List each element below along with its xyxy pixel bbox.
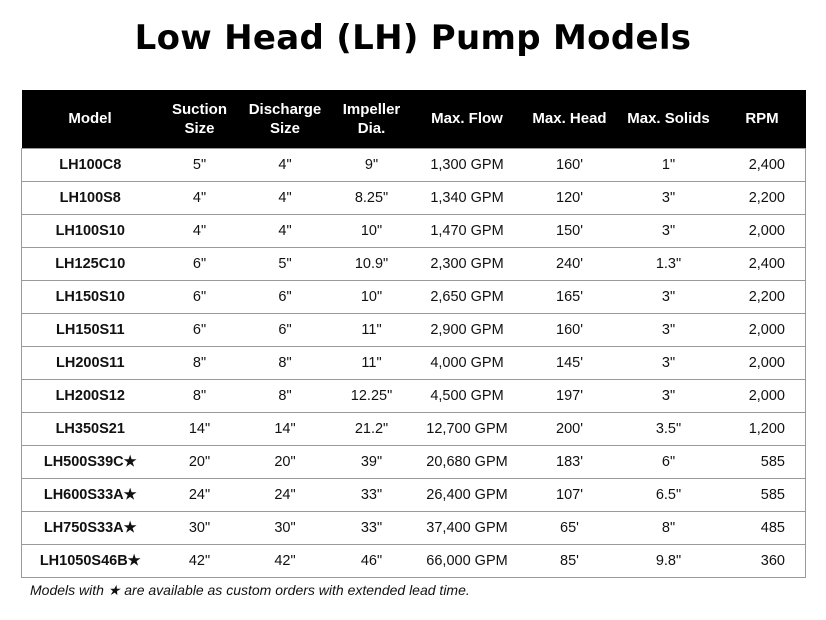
cell-rpm: 2,200 bbox=[719, 181, 806, 214]
cell-max-solids: 3" bbox=[619, 379, 719, 412]
table-row bbox=[22, 247, 806, 280]
cell-suction-size: 4" bbox=[159, 181, 241, 214]
cell-impeller-dia: 10" bbox=[330, 214, 414, 247]
cell-max-head: 160' bbox=[521, 148, 619, 181]
column-header-suction-size: Suction Size bbox=[172, 100, 227, 137]
cell-rpm: 2,000 bbox=[719, 313, 806, 346]
column-header-impeller-dia: Impeller Dia. bbox=[342, 100, 401, 137]
cell-max-head: 183' bbox=[521, 445, 619, 478]
cell-max-head: 145' bbox=[521, 346, 619, 379]
cell-discharge-size: 6" bbox=[241, 313, 330, 346]
footnote: Models with ★ are available as custom orders with extended lead time. bbox=[30, 582, 470, 598]
cell-suction-size: 8" bbox=[159, 379, 241, 412]
cell-model: LH350S21 bbox=[22, 412, 159, 445]
cell-rpm: 585 bbox=[719, 478, 806, 511]
table-row bbox=[22, 346, 806, 379]
cell-suction-size: 4" bbox=[159, 214, 241, 247]
cell-model: LH200S12 bbox=[22, 379, 159, 412]
cell-max-head: 240' bbox=[521, 247, 619, 280]
cell-impeller-dia: 21.2" bbox=[330, 412, 414, 445]
cell-impeller-dia: 9" bbox=[330, 148, 414, 181]
cell-model: LH500S39C★ bbox=[22, 445, 159, 478]
cell-max-flow: 66,000 GPM bbox=[414, 544, 521, 577]
cell-suction-size: 14" bbox=[159, 412, 241, 445]
cell-max-head: 197' bbox=[521, 379, 619, 412]
cell-max-flow: 37,400 GPM bbox=[414, 511, 521, 544]
table-header bbox=[22, 90, 806, 148]
cell-max-solids: 3" bbox=[619, 280, 719, 313]
cell-max-flow: 1,300 GPM bbox=[414, 148, 521, 181]
cell-model: LH150S10 bbox=[22, 280, 159, 313]
cell-suction-size: 5" bbox=[159, 148, 241, 181]
cell-max-flow: 26,400 GPM bbox=[414, 478, 521, 511]
cell-impeller-dia: 10" bbox=[330, 280, 414, 313]
table-row bbox=[22, 280, 806, 313]
cell-suction-size: 24" bbox=[159, 478, 241, 511]
cell-model: LH750S33A★ bbox=[22, 511, 159, 544]
cell-rpm: 2,000 bbox=[719, 214, 806, 247]
cell-suction-size: 42" bbox=[159, 544, 241, 577]
cell-max-flow: 2,900 GPM bbox=[414, 313, 521, 346]
cell-max-solids: 3" bbox=[619, 181, 719, 214]
cell-discharge-size: 5" bbox=[241, 247, 330, 280]
cell-model: LH200S11 bbox=[22, 346, 159, 379]
cell-discharge-size: 42" bbox=[241, 544, 330, 577]
table-row bbox=[22, 412, 806, 445]
cell-discharge-size: 6" bbox=[241, 280, 330, 313]
table-row bbox=[22, 544, 806, 577]
column-header-max-solids: Max. Solids bbox=[627, 110, 710, 128]
cell-discharge-size: 8" bbox=[241, 379, 330, 412]
cell-max-solids: 3" bbox=[619, 214, 719, 247]
cell-discharge-size: 14" bbox=[241, 412, 330, 445]
table-row bbox=[22, 214, 806, 247]
cell-model: LH100C8 bbox=[22, 148, 159, 181]
cell-max-flow: 4,500 GPM bbox=[414, 379, 521, 412]
cell-rpm: 2,200 bbox=[719, 280, 806, 313]
cell-suction-size: 6" bbox=[159, 313, 241, 346]
cell-rpm: 2,000 bbox=[719, 379, 806, 412]
cell-discharge-size: 4" bbox=[241, 181, 330, 214]
cell-max-flow: 4,000 GPM bbox=[414, 346, 521, 379]
cell-rpm: 2,000 bbox=[719, 346, 806, 379]
cell-discharge-size: 20" bbox=[241, 445, 330, 478]
pump-models-table bbox=[21, 90, 806, 578]
cell-max-head: 85' bbox=[521, 544, 619, 577]
cell-rpm: 2,400 bbox=[719, 148, 806, 181]
cell-max-flow: 2,300 GPM bbox=[414, 247, 521, 280]
cell-max-head: 120' bbox=[521, 181, 619, 214]
cell-rpm: 2,400 bbox=[719, 247, 806, 280]
header-row bbox=[22, 90, 806, 148]
table-row bbox=[22, 313, 806, 346]
cell-max-solids: 9.8" bbox=[619, 544, 719, 577]
cell-max-head: 65' bbox=[521, 511, 619, 544]
cell-discharge-size: 24" bbox=[241, 478, 330, 511]
page-title: Low Head (LH) Pump Models bbox=[134, 18, 692, 58]
cell-max-flow: 20,680 GPM bbox=[414, 445, 521, 478]
cell-rpm: 585 bbox=[719, 445, 806, 478]
cell-max-solids: 6" bbox=[619, 445, 719, 478]
cell-max-solids: 3" bbox=[619, 313, 719, 346]
cell-suction-size: 30" bbox=[159, 511, 241, 544]
cell-impeller-dia: 11" bbox=[330, 346, 414, 379]
cell-max-head: 107' bbox=[521, 478, 619, 511]
cell-impeller-dia: 11" bbox=[330, 313, 414, 346]
cell-model: LH100S10 bbox=[22, 214, 159, 247]
cell-discharge-size: 30" bbox=[241, 511, 330, 544]
cell-max-head: 165' bbox=[521, 280, 619, 313]
cell-impeller-dia: 10.9" bbox=[330, 247, 414, 280]
cell-suction-size: 8" bbox=[159, 346, 241, 379]
table-body bbox=[22, 148, 806, 577]
column-header-max-head: Max. Head bbox=[532, 110, 607, 128]
table-row bbox=[22, 478, 806, 511]
column-header-model: Model bbox=[68, 110, 112, 128]
cell-impeller-dia: 33" bbox=[330, 478, 414, 511]
cell-max-solids: 3.5" bbox=[619, 412, 719, 445]
cell-impeller-dia: 12.25" bbox=[330, 379, 414, 412]
cell-rpm: 1,200 bbox=[719, 412, 806, 445]
column-header-rpm: RPM bbox=[745, 110, 779, 128]
cell-impeller-dia: 33" bbox=[330, 511, 414, 544]
cell-impeller-dia: 39" bbox=[330, 445, 414, 478]
table-row bbox=[22, 445, 806, 478]
cell-rpm: 485 bbox=[719, 511, 806, 544]
table-row bbox=[22, 181, 806, 214]
cell-model: LH600S33A★ bbox=[22, 478, 159, 511]
cell-impeller-dia: 46" bbox=[330, 544, 414, 577]
cell-max-head: 150' bbox=[521, 214, 619, 247]
cell-model: LH150S11 bbox=[22, 313, 159, 346]
cell-discharge-size: 8" bbox=[241, 346, 330, 379]
cell-max-flow: 2,650 GPM bbox=[414, 280, 521, 313]
cell-model: LH125C10 bbox=[22, 247, 159, 280]
cell-max-solids: 6.5" bbox=[619, 478, 719, 511]
table-row bbox=[22, 511, 806, 544]
cell-suction-size: 20" bbox=[159, 445, 241, 478]
cell-max-flow: 1,470 GPM bbox=[414, 214, 521, 247]
cell-suction-size: 6" bbox=[159, 280, 241, 313]
cell-max-head: 200' bbox=[521, 412, 619, 445]
table-row bbox=[22, 148, 806, 181]
cell-suction-size: 6" bbox=[159, 247, 241, 280]
cell-max-solids: 8" bbox=[619, 511, 719, 544]
cell-max-solids: 3" bbox=[619, 346, 719, 379]
cell-discharge-size: 4" bbox=[241, 148, 330, 181]
cell-max-flow: 1,340 GPM bbox=[414, 181, 521, 214]
column-header-max-flow: Max. Flow bbox=[431, 110, 503, 128]
cell-model: LH100S8 bbox=[22, 181, 159, 214]
cell-max-solids: 1" bbox=[619, 148, 719, 181]
cell-max-solids: 1.3" bbox=[619, 247, 719, 280]
cell-impeller-dia: 8.25" bbox=[330, 181, 414, 214]
cell-discharge-size: 4" bbox=[241, 214, 330, 247]
cell-max-flow: 12,700 GPM bbox=[414, 412, 521, 445]
table-row bbox=[22, 379, 806, 412]
cell-max-head: 160' bbox=[521, 313, 619, 346]
cell-model: LH1050S46B★ bbox=[22, 544, 159, 577]
column-header-discharge-size: Discharge Size bbox=[248, 100, 322, 137]
cell-rpm: 360 bbox=[719, 544, 806, 577]
